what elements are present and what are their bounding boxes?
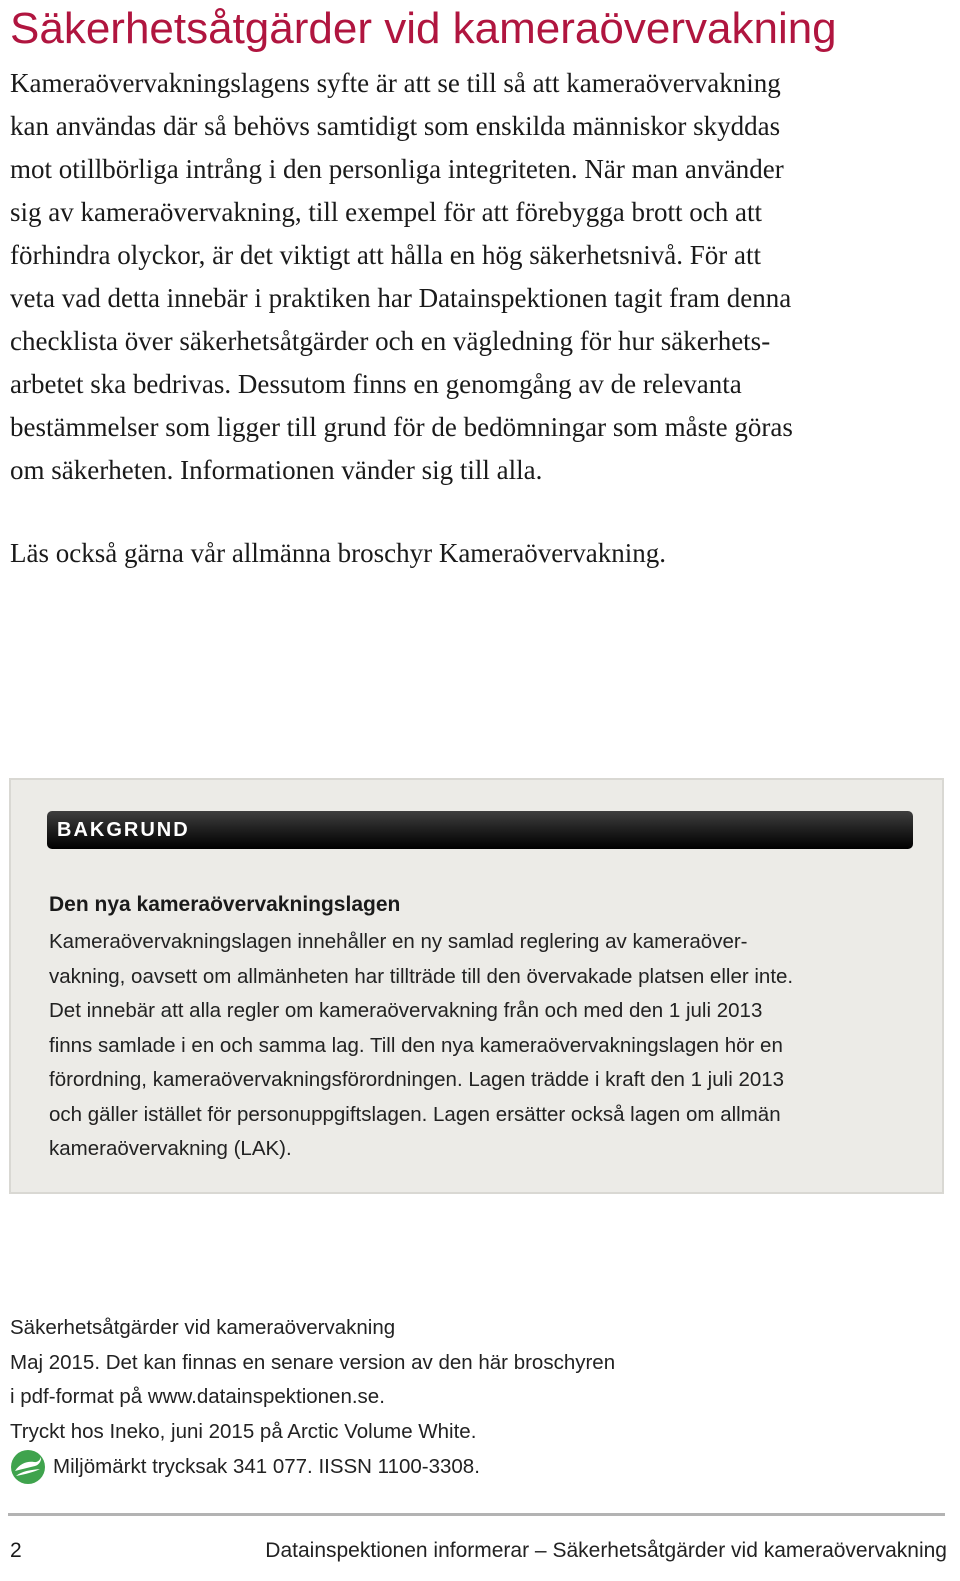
see-also-text: Läs också gärna vår allmänna broschyr Kameraövervakning. (10, 538, 666, 568)
colophon-line: Säkerhetsåtgärder vid kameraövervakning (10, 1316, 396, 1339)
ecolabel-row (10, 1449, 615, 1485)
ecolabel-text: Miljömärkt trycksak 341 077. IISSN 1100-3308. (53, 1454, 480, 1478)
box-body-line: och gäller istället för personuppgiftslagen. Lagen ersätter också lagen om allmän (49, 1102, 781, 1126)
intro-line: mot otillbörliga intrång i den personliga integriteten. När man använder (10, 154, 784, 184)
box-body-line: förordning, kameraövervakningsförordningen. Lagen trädde i kraft den 1 juli 2013 (49, 1068, 785, 1091)
intro-line: arbetet ska bedrivas. Dessutom finns en genomgång av de relevanta (10, 369, 742, 399)
intro-line: checklista över säkerhetsåtgärder och en vägledning för hur säkerhets- (10, 326, 771, 356)
colophon-line: i pdf-format på www.datainspektionen.se. (10, 1385, 385, 1408)
running-footer: Datainspektionen informerar – Säkerhetsåtgärder vid kameraövervakning (265, 1539, 947, 1562)
box-body-line: Det innebär att alla regler om kameraövervakning från och med den 1 juli 2013 (49, 999, 763, 1022)
background-box-header (47, 811, 913, 849)
background-box-body (49, 925, 929, 1167)
box-body-line: kameraövervakning (LAK). (49, 1137, 292, 1160)
intro-line: kan användas där så behövs samtidigt som enskilda människor skyddas (10, 111, 781, 141)
colophon (10, 1311, 615, 1485)
colophon-line: Tryckt hos Ineko, juni 2015 på Arctic Volume White. (10, 1419, 477, 1443)
colophon-line: Maj 2015. Det kan finnas en senare version av den här broschyren (10, 1350, 616, 1374)
nordic-swan-ecolabel-icon (10, 1449, 46, 1485)
background-box-header-label: BAKGRUND (57, 819, 190, 841)
footer-divider (8, 1513, 945, 1516)
box-body-line: finns samlade i en och samma lag. Till den nya kameraövervakningslagen hör en (49, 1033, 783, 1057)
background-box (9, 778, 944, 1194)
background-box-title: Den nya kameraövervakningslagen (49, 893, 401, 916)
intro-line: veta vad detta innebär i praktiken har Datainspektionen tagit fram denna (10, 283, 792, 313)
intro-line: om säkerheten. Informationen vänder sig till alla. (10, 455, 543, 485)
box-body-line: vakning, oavsett om allmänheten har tillträde till den övervakade platsen eller inte. (49, 964, 794, 988)
intro-line: sig av kameraövervakning, till exempel för att förebygga brott och att (10, 197, 762, 227)
page-number: 2 (10, 1539, 22, 1562)
intro-line: Kameraövervakningslagens syfte är att se till så att kameraövervakning (10, 68, 781, 98)
intro-line: bestämmelser som ligger till grund för de bedömningar som måste göras (10, 412, 793, 442)
page-title: Säkerhetsåtgärder vid kameraövervakning (10, 4, 837, 53)
intro-line: förhindra olyckor, är det viktigt att hålla en hög säkerhetsnivå. För att (10, 240, 761, 270)
intro-paragraph (10, 62, 955, 492)
box-body-line: Kameraövervakningslagen innehåller en ny samlad reglering av kameraöver- (49, 930, 748, 953)
